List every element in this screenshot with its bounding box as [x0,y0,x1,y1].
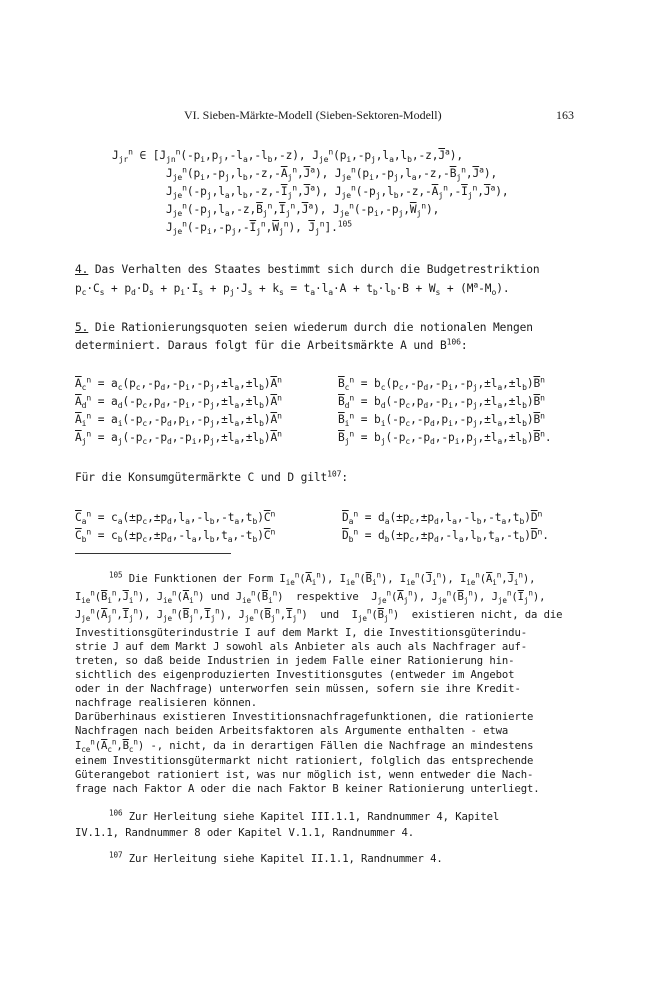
labor-eq-b: $\overline{B}_d^n = b_d(-p_c,p_d,-p_i,-p_j,\pm l_a,\pm l_b)\overline{B}^n$ [338,393,545,411]
footnote-105-line: Nachfragen nach beiden Arbeitsfaktoren als Argumente enthalten - etwa [75,725,509,737]
equation-line: $J_{je}^n(-p_j,l_a,l_b,-z,-\overline{I}_j^n,\overline{J}^a)$, $J_{je}^n(-p_j,l_b,-z,-\overline{A}_j^n,-\overline{I}_j^n,\overline{J}^a)$, [166,183,509,201]
labor-eq-a: $\overline{A}_c^n = a_c(p_c,-p_d,-p_i,-p_j,\pm l_a,\pm l_b)\overline{A}^n$ [75,375,282,393]
footnote-105-line: Investitionsgüterindustrie I auf dem Markt I, die Investitionsgüterindu- [75,627,528,639]
section-4-number: 4. [75,263,89,276]
footnote-separator [75,553,231,554]
footnote-105-line: nachfrage realisieren können. [75,697,258,709]
labor-eq-b: $\overline{B}_i^n = b_i(-p_c,-p_d,p_i,-p_j,\pm l_a,\pm l_b)\overline{B}^n$ [338,411,545,429]
footnote-106-line: IV.1.1, Randnummer 8 oder Kapitel V.1.1, Randnummer 4. [75,827,415,839]
equation-line: $J_{je}^n(-p_i,-p_j,-\overline{I}_j^n,\overline{W}_j^n)$, $\overline{J}_j^n].^{105}$ [166,219,353,237]
footnote-105-line: $J_{je}^n(\overline{A}_j^n,\overline{I}_j^n)$, $J_{je}^n(\overline{B}_j^n,\overline{I}_j^n)$, $J_{je}^n(\overline{B}_j^n,\overline{I}_j^n)$ und $I_{je}^n(\overline{B}_j^n)$ existieren nicht, da die [75,606,563,624]
budget-restriction-formula: $p_c\cdot C_s + p_d\cdot D_s + p_i\cdot I_s + p_j\cdot J_s + k_s = t_a\cdot l_a\cdot A + t_b\cdot l_b\cdot B + W_s + (M^a-M_o)$. [75,280,510,298]
consumer-eq-c: $\overline{C}_b^n = c_b(\pm p_c,\pm p_d,-l_a,l_b,t_a,-t_b)\overline{C}^n$ [75,527,276,545]
footnote-105-line: Güterangebot rationiert ist, was nur möglich ist, wenn entweder die Nach- [75,769,534,781]
equation-line: $J_{je}^n(p_i,-p_j,l_b,-z,-\overline{A}_j^n,\overline{J}^a)$, $J_{je}^n(p_i,-p_j,l_a,-z,-\overline{B}_j^n,\overline{J}^a)$, [166,165,498,183]
footnote-105-line: sichtlich des eigenproduzierten Investitionsgutes (entweder im Angebot [75,669,515,681]
footnote-107-line: $^{107}$ Zur Herleitung siehe Kapitel II.1.1, Randnummer 4. [109,850,443,865]
labor-eq-b: $\overline{B}_j^n = b_j(-p_c,-p_d,-p_i,p_j,\pm l_a,\pm l_b)\overline{B}^n$. [338,429,552,447]
labor-eq-a: $\overline{A}_d^n = a_d(-p_c,p_d,-p_i,-p_j,\pm l_a,\pm l_b)\overline{A}^n$ [75,393,282,411]
footnote-106-line: $^{106}$ Zur Herleitung siehe Kapitel III.1.1, Randnummer 4, Kapitel [109,808,500,823]
equation-line: $J_{jr}^n$ ∈ [$J_{jn}^n(-p_i,p_j,-l_a,-l_b,-z)$, $J_{je}^n(p_i,-p_j,l_a,l_b,-z,\overline{J}^a)$, [112,147,464,165]
footnote-105-line: frage nach Faktor A oder die nach Faktor B keiner Rationierung unterliegt. [75,783,540,795]
section-4-text: 4. Das Verhalten des Staates bestimmt sich durch die Budgetrestriktion [75,263,540,276]
page-number: 163 [556,108,574,122]
labor-eq-b: $\overline{B}_c^n = b_c(p_c,-p_d,-p_i,-p_j,\pm l_a,\pm l_b)\overline{B}^n$ [338,375,545,393]
consumer-market-intro: Für die Konsumgütermärkte C und D gilt$^{107}$: [75,469,349,484]
header-title: VI. Sieben-Märkte-Modell (Sieben-Sektoren-Modell) [184,108,442,122]
footnote-105-line: $^{105}$ Die Funktionen der Form $I_{ie}^n(\overline{A}_i^n)$, $I_{ie}^n(\overline{B}_i^n)$, $I_{ie}^n(\overline{J}_i^n)$, $I_{ie}^n(\overline{A}_i^n,\overline{J}_i^n)$, [109,570,536,588]
footnote-105-line: oder in der Nachfrage) unterworfen sein müssen, sofern sie ihre Kredit- [75,683,521,695]
footnote-105-line: $I_{ce}^n(\overline{A}_c^n,\overline{B}_c^n)$ -, nicht, da in derartigen Fällen die Nachfrage an mindestens [75,737,534,755]
section-5-text-line2: determiniert. Daraus folgt für die Arbeitsmärkte A und $B^{106}$: [75,337,468,352]
running-header [0,108,650,126]
equation-line: $J_{je}^n(-p_j,l_a,-z,\overline{B}_j^n,\overline{I}_j^n,\overline{J}^a)$, $J_{je}^n(-p_i,-p_j,\overline{W}_j^n)$, [166,201,440,219]
footnote-105-line: treten, so daß beide Industrien in jedem Falle einer Rationierung hin- [75,655,515,667]
footnote-105-line: einem Investitionsgütermarkt nicht rationiert, folglich das entsprechende [75,755,534,767]
labor-eq-a: $\overline{A}_j^n = a_j(-p_c,-p_d,-p_i,p_j,\pm l_a,\pm l_b)\overline{A}^n$ [75,429,282,447]
footnote-105-line: Darüberhinaus existieren Investitionsnachfragefunktionen, die rationierte [75,711,534,723]
section-5-number: 5. [75,321,89,334]
consumer-eq-d: $\overline{D}_a^n = d_a(\pm p_c,\pm p_d,l_a,-l_b,-t_a,t_b)\overline{D}^n$ [342,509,543,527]
labor-eq-a: $\overline{A}_i^n = a_i(-p_c,-p_d,p_i,-p_j,\pm l_a,\pm l_b)\overline{A}^n$ [75,411,282,429]
section-5-text: 5. Die Rationierungsquoten seien wiederum durch die notionalen Mengen [75,321,533,334]
consumer-eq-d: $\overline{D}_b^n = d_b(\pm p_c,\pm p_d,-l_a,l_b,t_a,-t_b)\overline{D}^n$. [342,527,549,545]
footnote-105-line: strie J auf dem Markt J sowohl als Anbieter als auch als Nachfrager auf- [75,641,528,653]
consumer-eq-c: $\overline{C}_a^n = c_a(\pm p_c,\pm p_d,l_a,-l_b,-t_a,t_b)\overline{C}^n$ [75,509,276,527]
footnote-105-line: $I_{ie}^n(\overline{B}_i^n,\overline{J}_i^n)$, $J_{ie}^n(\overline{A}_i^n)$ und $J_{ie}^n(\overline{B}_i^n)$ respektive $J_{je}^n(\overline{A}_j^n)$, $J_{je}^n(\overline{B}_j^n)$, $J_{je}^n(\overline{I}_j^n)$, [75,588,546,606]
